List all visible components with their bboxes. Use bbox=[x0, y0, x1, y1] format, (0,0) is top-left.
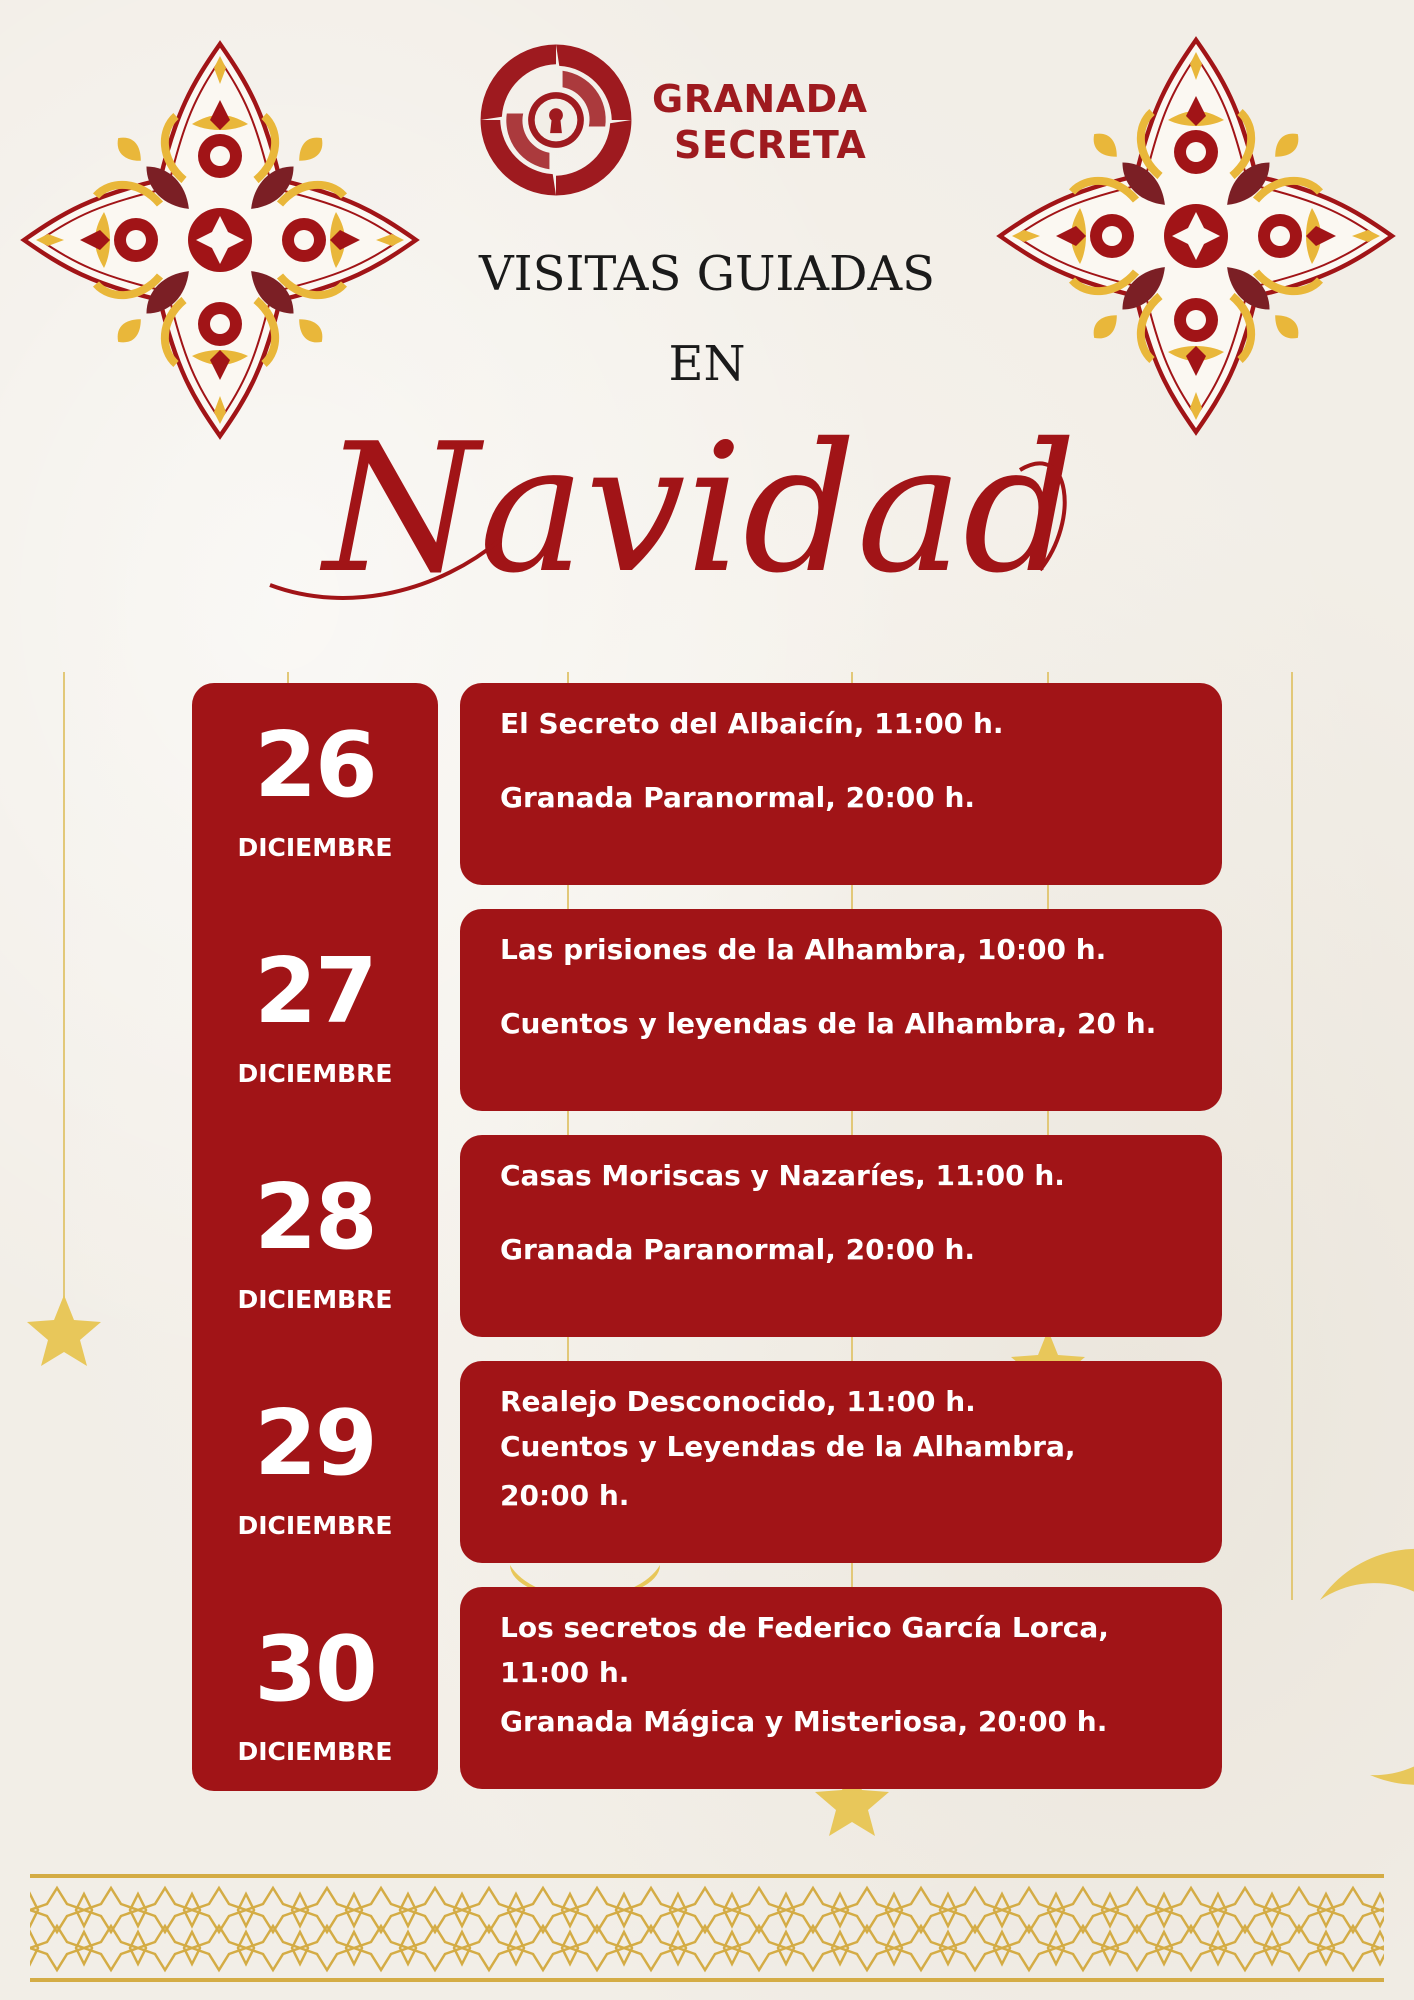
day-number: 28 bbox=[254, 1165, 376, 1270]
heading-visitas-guiadas: VISITAS GUIADAS bbox=[478, 246, 936, 302]
day-number: 30 bbox=[254, 1617, 376, 1722]
event-line: Granada Paranormal, 20:00 h. bbox=[500, 1233, 976, 1266]
crescent-moon-icon bbox=[1320, 1549, 1414, 1785]
event-line: Granada Paranormal, 20:00 h. bbox=[500, 781, 976, 814]
event-line: Las prisiones de la Alhambra, 10:00 h. bbox=[500, 933, 1107, 966]
event-line: Cuentos y leyendas de la Alhambra, 20 h. bbox=[500, 1007, 1157, 1040]
svg-text:Navidad: Navidad bbox=[323, 405, 1077, 612]
day-month: DICIEMBRE bbox=[237, 1737, 393, 1766]
star-icon bbox=[27, 1295, 101, 1366]
event-line: Granada Mágica y Misteriosa, 20:00 h. bbox=[500, 1705, 1108, 1738]
event-line: Realejo Desconocido, 11:00 h. bbox=[500, 1385, 976, 1418]
day-month: DICIEMBRE bbox=[237, 1511, 393, 1540]
event-line: Cuentos y Leyendas de la Alhambra, bbox=[500, 1430, 1076, 1463]
day-number: 26 bbox=[254, 713, 376, 818]
day-month: DICIEMBRE bbox=[237, 833, 393, 862]
event-line: Casas Moriscas y Nazaríes, 11:00 h. bbox=[500, 1159, 1065, 1192]
swirl-logo-icon bbox=[474, 38, 638, 202]
event-line: El Secreto del Albaicín, 11:00 h. bbox=[500, 707, 1004, 740]
heading-en: EN bbox=[668, 336, 746, 392]
day-month: DICIEMBRE bbox=[237, 1285, 393, 1314]
page-title bbox=[200, 380, 1200, 620]
event-line: 20:00 h. bbox=[500, 1479, 630, 1512]
lattice-border-icon bbox=[30, 1874, 1384, 1982]
day-month: DICIEMBRE bbox=[237, 1059, 393, 1088]
event-line: 11:00 h. bbox=[500, 1656, 630, 1689]
event-line: Los secretos de Federico García Lorca, bbox=[500, 1611, 1109, 1644]
brand-name-line-2: SECRETA bbox=[674, 123, 867, 167]
day-number: 27 bbox=[254, 939, 376, 1044]
brand-name-line-1: GRANADA bbox=[652, 77, 868, 121]
day-number: 29 bbox=[254, 1391, 376, 1496]
